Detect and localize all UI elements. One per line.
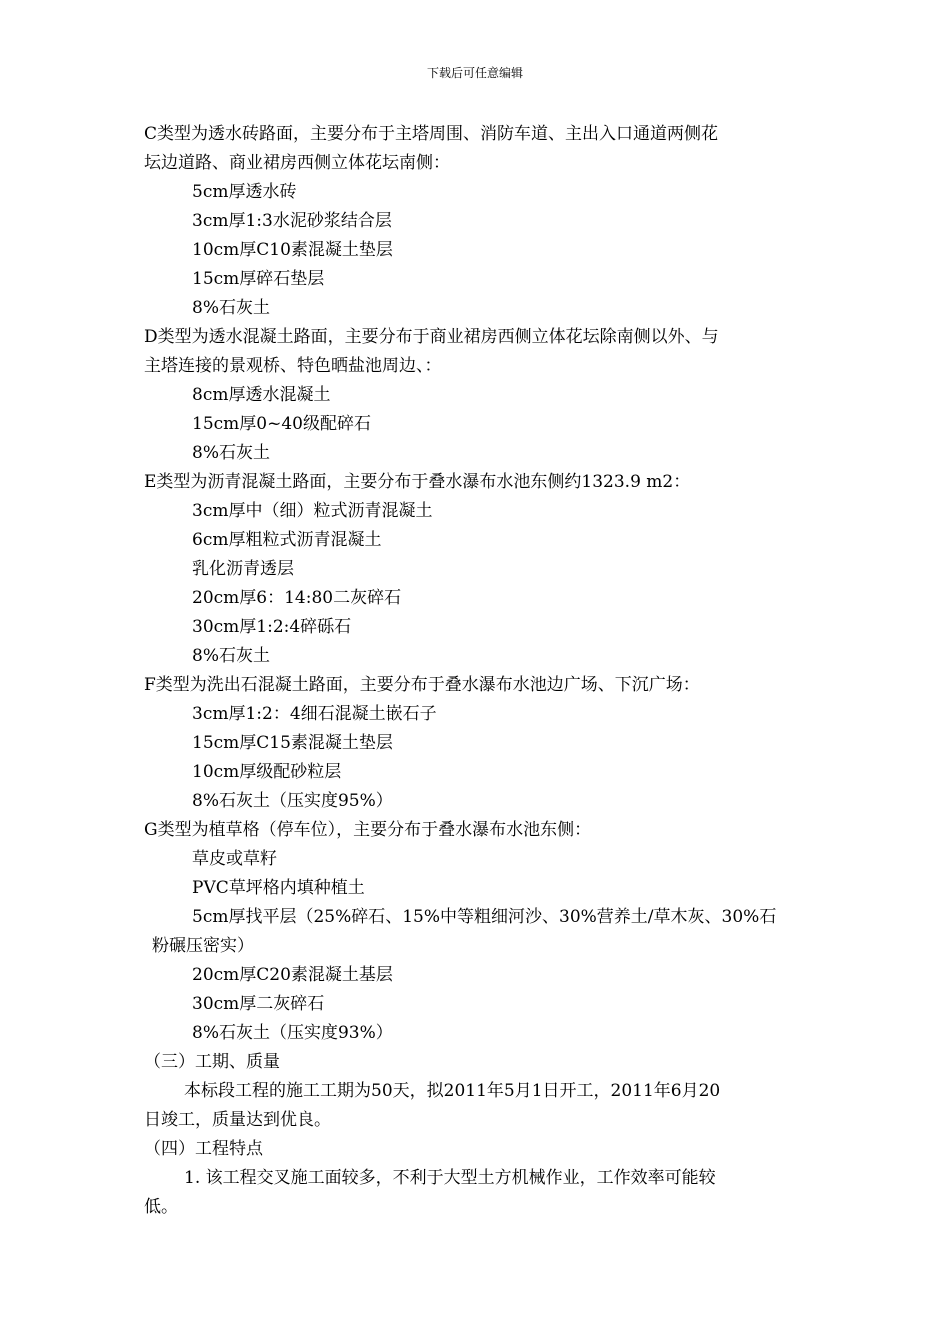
list-item: 30cm厚二灰碎石 (192, 994, 325, 1014)
list-item: 8%石灰土 (192, 298, 270, 318)
list-item: 5cm厚找平层（25%碎石、15%中等粗细河沙、30%营养土/草木灰、30%石 (192, 907, 777, 927)
list-item: 15cm厚0~40级配碎石 (192, 414, 371, 434)
list-item: 草皮或草籽 (192, 849, 277, 869)
list-item: 3cm厚中（细）粒式沥青混凝土 (192, 501, 433, 521)
document-body (144, 120, 804, 1222)
page-header: 下载后可任意编辑 (426, 66, 523, 80)
list-item: 3cm厚1:2：4细石混凝土嵌石子 (192, 704, 437, 724)
list-item: 乳化沥青透层 (192, 559, 294, 579)
paragraph-line: 1. 该工程交叉施工面较多，不利于大型土方机械作业，工作效率可能较 (184, 1168, 716, 1188)
list-item: 8%石灰土 (192, 646, 270, 666)
list-item: 8cm厚透水混凝土 (192, 385, 331, 405)
list-item: 5cm厚透水砖 (192, 182, 297, 202)
list-item: 10cm厚C10素混凝土垫层 (192, 240, 393, 260)
list-item: 8%石灰土 (192, 443, 270, 463)
list-item: 20cm厚C20素混凝土基层 (192, 965, 393, 985)
list-item: 30cm厚1:2:4碎砾石 (192, 617, 352, 637)
paragraph-line: F类型为洗出石混凝土路面，主要分布于叠水瀑布水池边广场、下沉广场： (144, 675, 700, 695)
list-item: 3cm厚1:3水泥砂浆结合层 (192, 211, 392, 231)
paragraph-line: 本标段工程的施工工期为50天，拟2011年5月1日开工，2011年6月20 (184, 1081, 721, 1101)
paragraph-line: C类型为透水砖路面，主要分布于主塔周围、消防车道、主出入口通道两侧花 (144, 124, 719, 144)
paragraph-line: 日竣工，质量达到优良。 (144, 1110, 331, 1130)
list-item-continuation: 粉碾压密实） (152, 936, 254, 956)
paragraph-line: E类型为沥青混凝土路面，主要分布于叠水瀑布水池东侧约1323.9 m2： (144, 472, 691, 492)
list-item: 15cm厚碎石垫层 (192, 269, 325, 289)
list-item: 8%石灰土（压实度93%） (192, 1023, 393, 1043)
paragraph-line: 主塔连接的景观桥、特色晒盐池周边、： (144, 356, 442, 376)
list-item: 10cm厚级配砂粒层 (192, 762, 342, 782)
list-item: 8%石灰土（压实度95%） (192, 791, 393, 811)
list-item: PVC草坪格内填种植土 (192, 878, 365, 898)
section-heading: （四）工程特点 (144, 1139, 263, 1159)
paragraph-line: D类型为透水混凝土路面，主要分布于商业裙房西侧立体花坛除南侧以外、与 (144, 327, 719, 347)
list-item: 6cm厚粗粒式沥青混凝土 (192, 530, 382, 550)
paragraph-line: 坛边道路、商业裙房西侧立体花坛南侧： (144, 153, 450, 173)
paragraph-line: G类型为植草格（停车位），主要分布于叠水瀑布水池东侧： (144, 820, 592, 840)
paragraph-line: 低。 (144, 1197, 178, 1217)
list-item: 15cm厚C15素混凝土垫层 (192, 733, 393, 753)
section-heading: （三）工期、质量 (144, 1052, 280, 1072)
list-item: 20cm厚6：14:80二灰碎石 (192, 588, 402, 608)
